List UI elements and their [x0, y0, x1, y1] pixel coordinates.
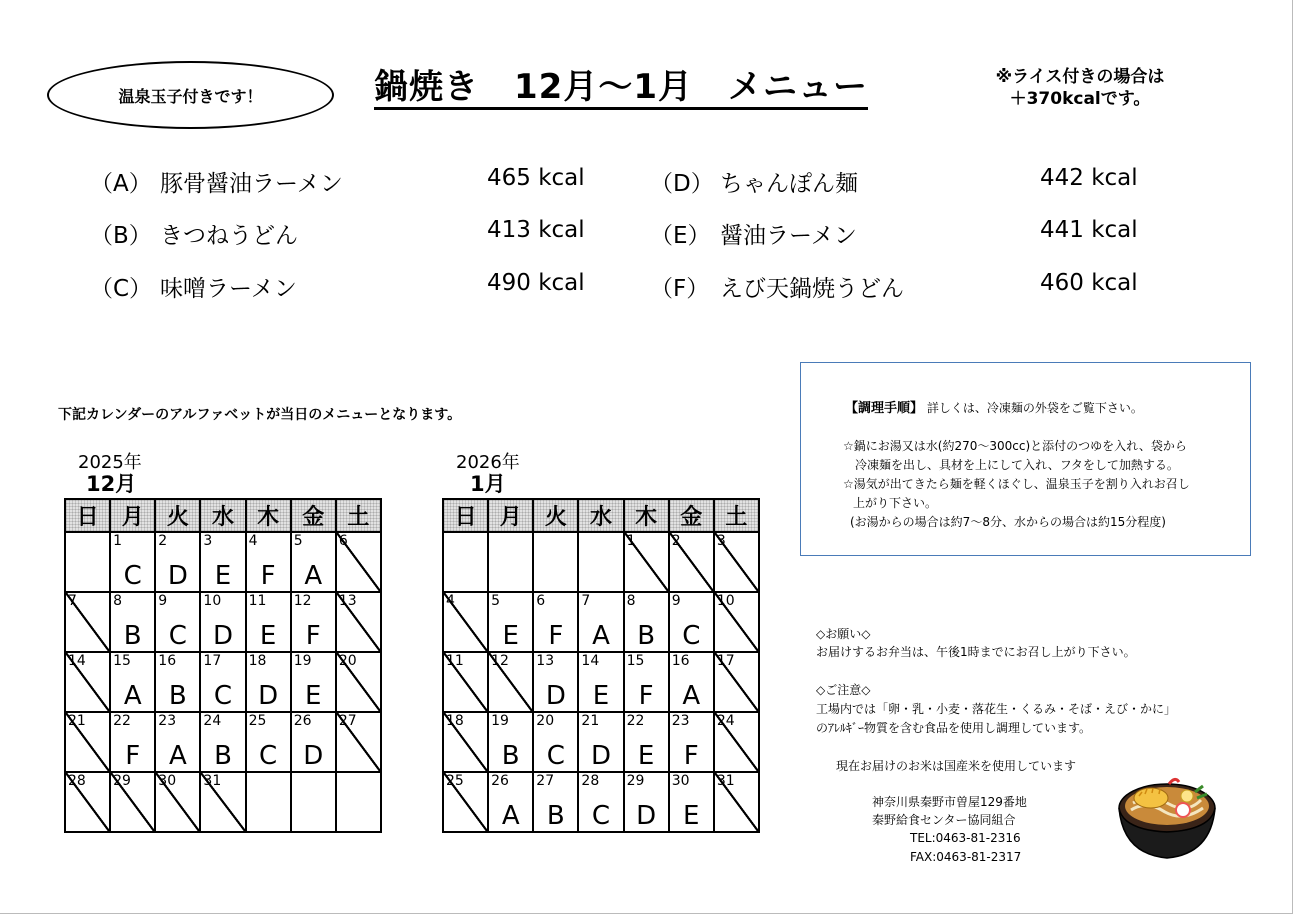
- calendar-day: [488, 772, 533, 832]
- calendar-day: [578, 652, 623, 712]
- calendar-day-closed: [669, 532, 714, 592]
- company-address: 神奈川県秦野市曽屋129番地: [872, 795, 1027, 809]
- day-menu-letter: C: [168, 621, 187, 651]
- menu-code: （D）: [650, 171, 714, 197]
- day-number: 26: [491, 773, 509, 789]
- calendar-week-row: [443, 652, 759, 712]
- company-name: 秦野給食センター協同組合: [872, 813, 1016, 827]
- weekday-header: 日: [65, 499, 110, 532]
- day-number: 8: [113, 593, 123, 609]
- day-menu-letter: A: [501, 801, 520, 831]
- calendar-day: [246, 592, 291, 652]
- day-menu-letter: C: [213, 681, 233, 711]
- day-menu-letter: B: [214, 741, 232, 771]
- calendar-2-year: 2026年: [456, 452, 520, 473]
- cooking-procedure-box: [800, 362, 1251, 556]
- menu-code: （C）: [90, 276, 153, 302]
- calendar-week-row: [443, 772, 759, 832]
- calendar-day: [291, 532, 336, 592]
- day-number: 24: [203, 713, 222, 729]
- menu-kcal: 490 kcal: [487, 270, 585, 296]
- day-menu-letter: A: [682, 681, 701, 711]
- menu-name: 味噌ラーメン: [160, 276, 297, 302]
- menu-kcal: 465 kcal: [487, 165, 585, 191]
- weekday-header: 水: [578, 499, 623, 532]
- calendar-day-closed: [65, 652, 110, 712]
- caution-line-2: のｱﾚﾙｷﾞｰ物質を含む食品を使用し調理しています。: [816, 721, 1092, 735]
- day-number: 14: [68, 653, 86, 669]
- day-number: 2: [671, 533, 681, 549]
- calendar-day: [669, 712, 714, 772]
- day-number: 1: [626, 533, 636, 549]
- day-number: 22: [626, 713, 645, 729]
- calendar-1-month: 12月: [86, 472, 137, 496]
- calendar-day-closed: [200, 772, 245, 832]
- calendar-day: [291, 652, 336, 712]
- day-number: 30: [158, 773, 177, 789]
- calendar-day: [578, 772, 623, 832]
- day-number: 18: [248, 653, 267, 669]
- day-menu-letter: D: [303, 741, 324, 771]
- calendar-day: [110, 652, 155, 712]
- day-menu-letter: F: [548, 621, 564, 651]
- calendar-day-closed: [443, 592, 488, 652]
- calendar-day: [246, 532, 291, 592]
- calendar-day-closed: [336, 712, 381, 772]
- calendar-2-month: 1月: [470, 472, 506, 496]
- day-number: 17: [716, 653, 735, 669]
- day-number: 26: [293, 713, 312, 729]
- calendar-january: [442, 498, 760, 833]
- day-number: 17: [203, 653, 222, 669]
- calendar-day: [533, 592, 578, 652]
- calendar-day: [246, 772, 291, 832]
- day-menu-letter: D: [167, 561, 188, 591]
- day-menu-letter: D: [636, 801, 657, 831]
- day-menu-letter: F: [305, 621, 321, 651]
- calendar-day: [533, 772, 578, 832]
- weekday-header: 金: [669, 499, 714, 532]
- day-number: 28: [581, 773, 600, 789]
- rice-note-line-1: ※ライス付きの場合は: [995, 67, 1165, 87]
- calendar-week-row: [65, 772, 381, 832]
- calendar-day: [200, 712, 245, 772]
- day-number: 19: [293, 653, 312, 669]
- day-menu-letter: F: [260, 561, 276, 591]
- day-number: 13: [338, 593, 357, 609]
- day-menu-letter: E: [214, 561, 232, 591]
- calendar-day-closed: [65, 712, 110, 772]
- day-number: 6: [338, 533, 348, 549]
- rice-origin-note: 現在お届けのお米は国産米を使用しています: [836, 759, 1077, 773]
- calendar-day: [155, 592, 200, 652]
- day-menu-letter: C: [123, 561, 142, 591]
- calendar-day: [200, 652, 245, 712]
- day-number: 10: [716, 593, 735, 609]
- menu-code: （E）: [650, 223, 711, 249]
- rice-note: [965, 66, 1195, 110]
- calendar-day: [443, 532, 488, 592]
- day-menu-letter: C: [682, 621, 701, 651]
- weekday-header: 火: [533, 499, 578, 532]
- day-menu-letter: D: [590, 741, 611, 771]
- calendar-day: [291, 712, 336, 772]
- day-menu-letter: C: [591, 801, 611, 831]
- weekday-header: 月: [110, 499, 155, 532]
- day-menu-letter: A: [592, 621, 610, 651]
- day-number: 25: [446, 773, 464, 789]
- calendar-day: [200, 532, 245, 592]
- calendar-day: [336, 772, 381, 832]
- procedure-line-2: 冷凍麺を出し、具材を上にして入れ、フタをして加熱する。: [855, 458, 1179, 472]
- menu-kcal: 442 kcal: [1040, 165, 1138, 191]
- calendar-day: [110, 532, 155, 592]
- day-number: 16: [158, 653, 177, 669]
- calendar-day: [200, 592, 245, 652]
- calendar-day-closed: [714, 712, 759, 772]
- calendar-day-closed: [336, 592, 381, 652]
- weekday-header-row: [65, 499, 381, 532]
- day-menu-letter: E: [683, 801, 700, 831]
- calendar-day: [533, 652, 578, 712]
- day-number: 27: [536, 773, 555, 789]
- caution-line-1: 工場内では「卵・乳・小麦・落花生・くるみ・そば・えび・かに」: [816, 702, 1177, 716]
- calendar-day: [488, 712, 533, 772]
- day-number: 25: [248, 713, 267, 729]
- day-number: 21: [581, 713, 600, 729]
- day-number: 31: [716, 773, 735, 789]
- request-heading: ◇お願い◇: [816, 627, 871, 641]
- calendar-day-closed: [336, 532, 381, 592]
- calendar-day-closed: [336, 652, 381, 712]
- day-menu-letter: A: [123, 681, 142, 711]
- menu-kcal: 413 kcal: [487, 217, 585, 243]
- day-menu-letter: B: [123, 621, 142, 651]
- calendar-day-closed: [65, 592, 110, 652]
- calendar-week-row: [65, 532, 381, 592]
- day-number: 27: [338, 713, 357, 729]
- calendar-week-row: [443, 592, 759, 652]
- calendar-day: [533, 532, 578, 592]
- calendar-day: [624, 712, 669, 772]
- calendar-day-closed: [624, 532, 669, 592]
- calendar-day-closed: [714, 652, 759, 712]
- weekday-header: 水: [200, 499, 245, 532]
- calendar-day: [669, 592, 714, 652]
- day-number: 15: [626, 653, 645, 669]
- day-number: 3: [203, 533, 213, 549]
- calendar-day-closed: [714, 592, 759, 652]
- day-number: 4: [446, 593, 455, 609]
- menu-code: （B）: [90, 223, 152, 249]
- day-menu-letter: B: [168, 681, 187, 711]
- calendar-day: [624, 652, 669, 712]
- weekday-header: 木: [624, 499, 669, 532]
- calendar-day: [155, 712, 200, 772]
- calendar-day-closed: [443, 652, 488, 712]
- day-number: 21: [68, 713, 86, 729]
- procedure-heading: [845, 397, 1143, 416]
- day-menu-letter: E: [637, 741, 655, 771]
- procedure-heading-rest: 詳しくは、冷凍麺の外袋をご覧下さい。: [926, 401, 1143, 415]
- request-text: お届けするお弁当は、午後1時までにお召し上がり下さい。: [816, 645, 1136, 659]
- calendar-day-closed: [443, 712, 488, 772]
- day-menu-letter: A: [168, 741, 187, 771]
- rice-note-line-2: ＋370kcalです。: [1009, 89, 1151, 109]
- procedure-line-3: ☆湯気が出てきたら麺を軽くほぐし、温泉玉子を割り入れお召し: [843, 477, 1190, 491]
- calendar-day: [669, 772, 714, 832]
- company-tel: TEL:0463-81-2316: [910, 831, 1021, 845]
- calendar-week-row: [65, 652, 381, 712]
- weekday-header: 月: [488, 499, 533, 532]
- menu-name: きつねうどん: [160, 223, 298, 249]
- calendar-week-row: [65, 592, 381, 652]
- weekday-header: 日: [443, 499, 488, 532]
- menu-kcal: 460 kcal: [1040, 270, 1138, 296]
- calendar-day: [291, 592, 336, 652]
- day-number: 19: [491, 713, 509, 729]
- day-number: 28: [68, 773, 86, 789]
- calendar-day: [578, 532, 623, 592]
- procedure-line-5: (お湯からの場合は約7～8分、水からの場合は約15分程度): [850, 515, 1166, 529]
- weekday-header: 金: [291, 499, 336, 532]
- egg-badge: [47, 61, 334, 129]
- day-number: 4: [248, 533, 258, 549]
- calendar-day: [246, 652, 291, 712]
- calendar-december: [64, 498, 382, 833]
- day-number: 18: [446, 713, 464, 729]
- day-number: 23: [671, 713, 690, 729]
- day-number: 12: [293, 593, 312, 609]
- menu-name: えび天鍋焼うどん: [720, 276, 904, 302]
- calendar-day: [488, 592, 533, 652]
- calendar-note: 下記カレンダーのアルファベットが当日のメニューとなります。: [58, 407, 462, 423]
- day-menu-letter: F: [683, 741, 699, 771]
- procedure-line-1: ☆鍋にお湯又は水(約270～300cc)と添付のつゆを入れ、袋から: [843, 439, 1187, 453]
- calendar-day: [624, 592, 669, 652]
- company-fax: FAX:0463-81-2317: [910, 850, 1022, 864]
- day-number: 2: [158, 533, 168, 549]
- calendar-day: [110, 712, 155, 772]
- day-menu-letter: F: [638, 681, 654, 711]
- day-number: 6: [536, 593, 546, 609]
- calendar-day-closed: [714, 532, 759, 592]
- day-number: 11: [446, 653, 464, 669]
- day-number: 13: [536, 653, 555, 669]
- day-menu-letter: E: [502, 621, 519, 651]
- day-menu-letter: F: [125, 741, 141, 771]
- weekday-header: 土: [714, 499, 759, 532]
- day-number: 22: [113, 713, 131, 729]
- calendar-day-closed: [65, 772, 110, 832]
- calendar-day-closed: [488, 652, 533, 712]
- calendar-1-year: 2025年: [78, 452, 142, 473]
- day-number: 7: [581, 593, 591, 609]
- menu-name: ちゃんぽん麺: [720, 171, 858, 197]
- day-number: 20: [536, 713, 555, 729]
- calendar-day: [624, 772, 669, 832]
- calendar-day: [669, 652, 714, 712]
- day-number: 23: [158, 713, 177, 729]
- calendar-day: [155, 652, 200, 712]
- weekday-header: 火: [155, 499, 200, 532]
- calendar-day: [578, 712, 623, 772]
- day-menu-letter: D: [258, 681, 279, 711]
- calendar-day: [155, 532, 200, 592]
- day-number: 8: [626, 593, 636, 609]
- calendar-week-row: [65, 712, 381, 772]
- day-number: 20: [338, 653, 357, 669]
- day-number: 10: [203, 593, 222, 609]
- calendar-day: [578, 592, 623, 652]
- nabeyaki-udon-bowl-icon: [1117, 770, 1217, 862]
- calendar-day: [246, 712, 291, 772]
- caution-heading: ◇ご注意◇: [816, 683, 871, 697]
- day-menu-letter: B: [637, 621, 656, 651]
- calendar-day-closed: [443, 772, 488, 832]
- day-number: 30: [671, 773, 690, 789]
- day-number: 14: [581, 653, 600, 669]
- menu-name: 豚骨醤油ラーメン: [160, 171, 343, 197]
- day-number: 1: [113, 533, 123, 549]
- day-menu-letter: C: [546, 741, 565, 771]
- procedure-line-4: 上がり下さい。: [853, 496, 938, 510]
- day-menu-letter: E: [305, 681, 322, 711]
- day-number: 31: [203, 773, 222, 789]
- egg-badge-text: 温泉玉子付きです！: [118, 86, 263, 106]
- menu-code: （A）: [90, 171, 152, 197]
- calendar-day: [110, 592, 155, 652]
- day-number: 5: [293, 533, 303, 549]
- day-number: 5: [491, 593, 501, 609]
- calendar-day: [533, 712, 578, 772]
- menu-kcal: 441 kcal: [1040, 217, 1138, 243]
- menu-code: （F）: [650, 276, 710, 302]
- day-number: 9: [158, 593, 168, 609]
- day-menu-letter: A: [304, 561, 323, 591]
- calendar-week-row: [443, 532, 759, 592]
- weekday-header: 木: [246, 499, 291, 532]
- day-menu-letter: B: [501, 741, 520, 771]
- weekday-header: 土: [336, 499, 381, 532]
- weekday-header-row: [443, 499, 759, 532]
- calendar-day-closed: [155, 772, 200, 832]
- day-menu-letter: E: [259, 621, 277, 651]
- day-menu-letter: C: [259, 741, 278, 771]
- day-menu-letter: D: [212, 621, 233, 651]
- day-menu-letter: E: [592, 681, 610, 711]
- procedure-heading-label: 【調理手順】: [845, 401, 924, 416]
- calendar-day-closed: [110, 772, 155, 832]
- calendar-day: [488, 532, 533, 592]
- day-number: 3: [716, 533, 726, 549]
- menu-name: 醤油ラーメン: [720, 223, 857, 249]
- day-menu-letter: D: [545, 681, 566, 711]
- day-number: 16: [671, 653, 690, 669]
- day-number: 24: [716, 713, 735, 729]
- day-number: 12: [491, 653, 509, 669]
- calendar-week-row: [443, 712, 759, 772]
- day-number: 29: [113, 773, 131, 789]
- day-number: 7: [68, 593, 77, 609]
- calendar-day: [291, 772, 336, 832]
- calendar-day-closed: [714, 772, 759, 832]
- page-title: 鍋焼き 12月～1月 メニュー: [374, 67, 868, 110]
- calendar-day: [65, 532, 110, 592]
- day-number: 29: [626, 773, 645, 789]
- day-number: 15: [113, 653, 131, 669]
- day-number: 9: [671, 593, 681, 609]
- day-menu-letter: B: [546, 801, 565, 831]
- day-number: 11: [248, 593, 267, 609]
